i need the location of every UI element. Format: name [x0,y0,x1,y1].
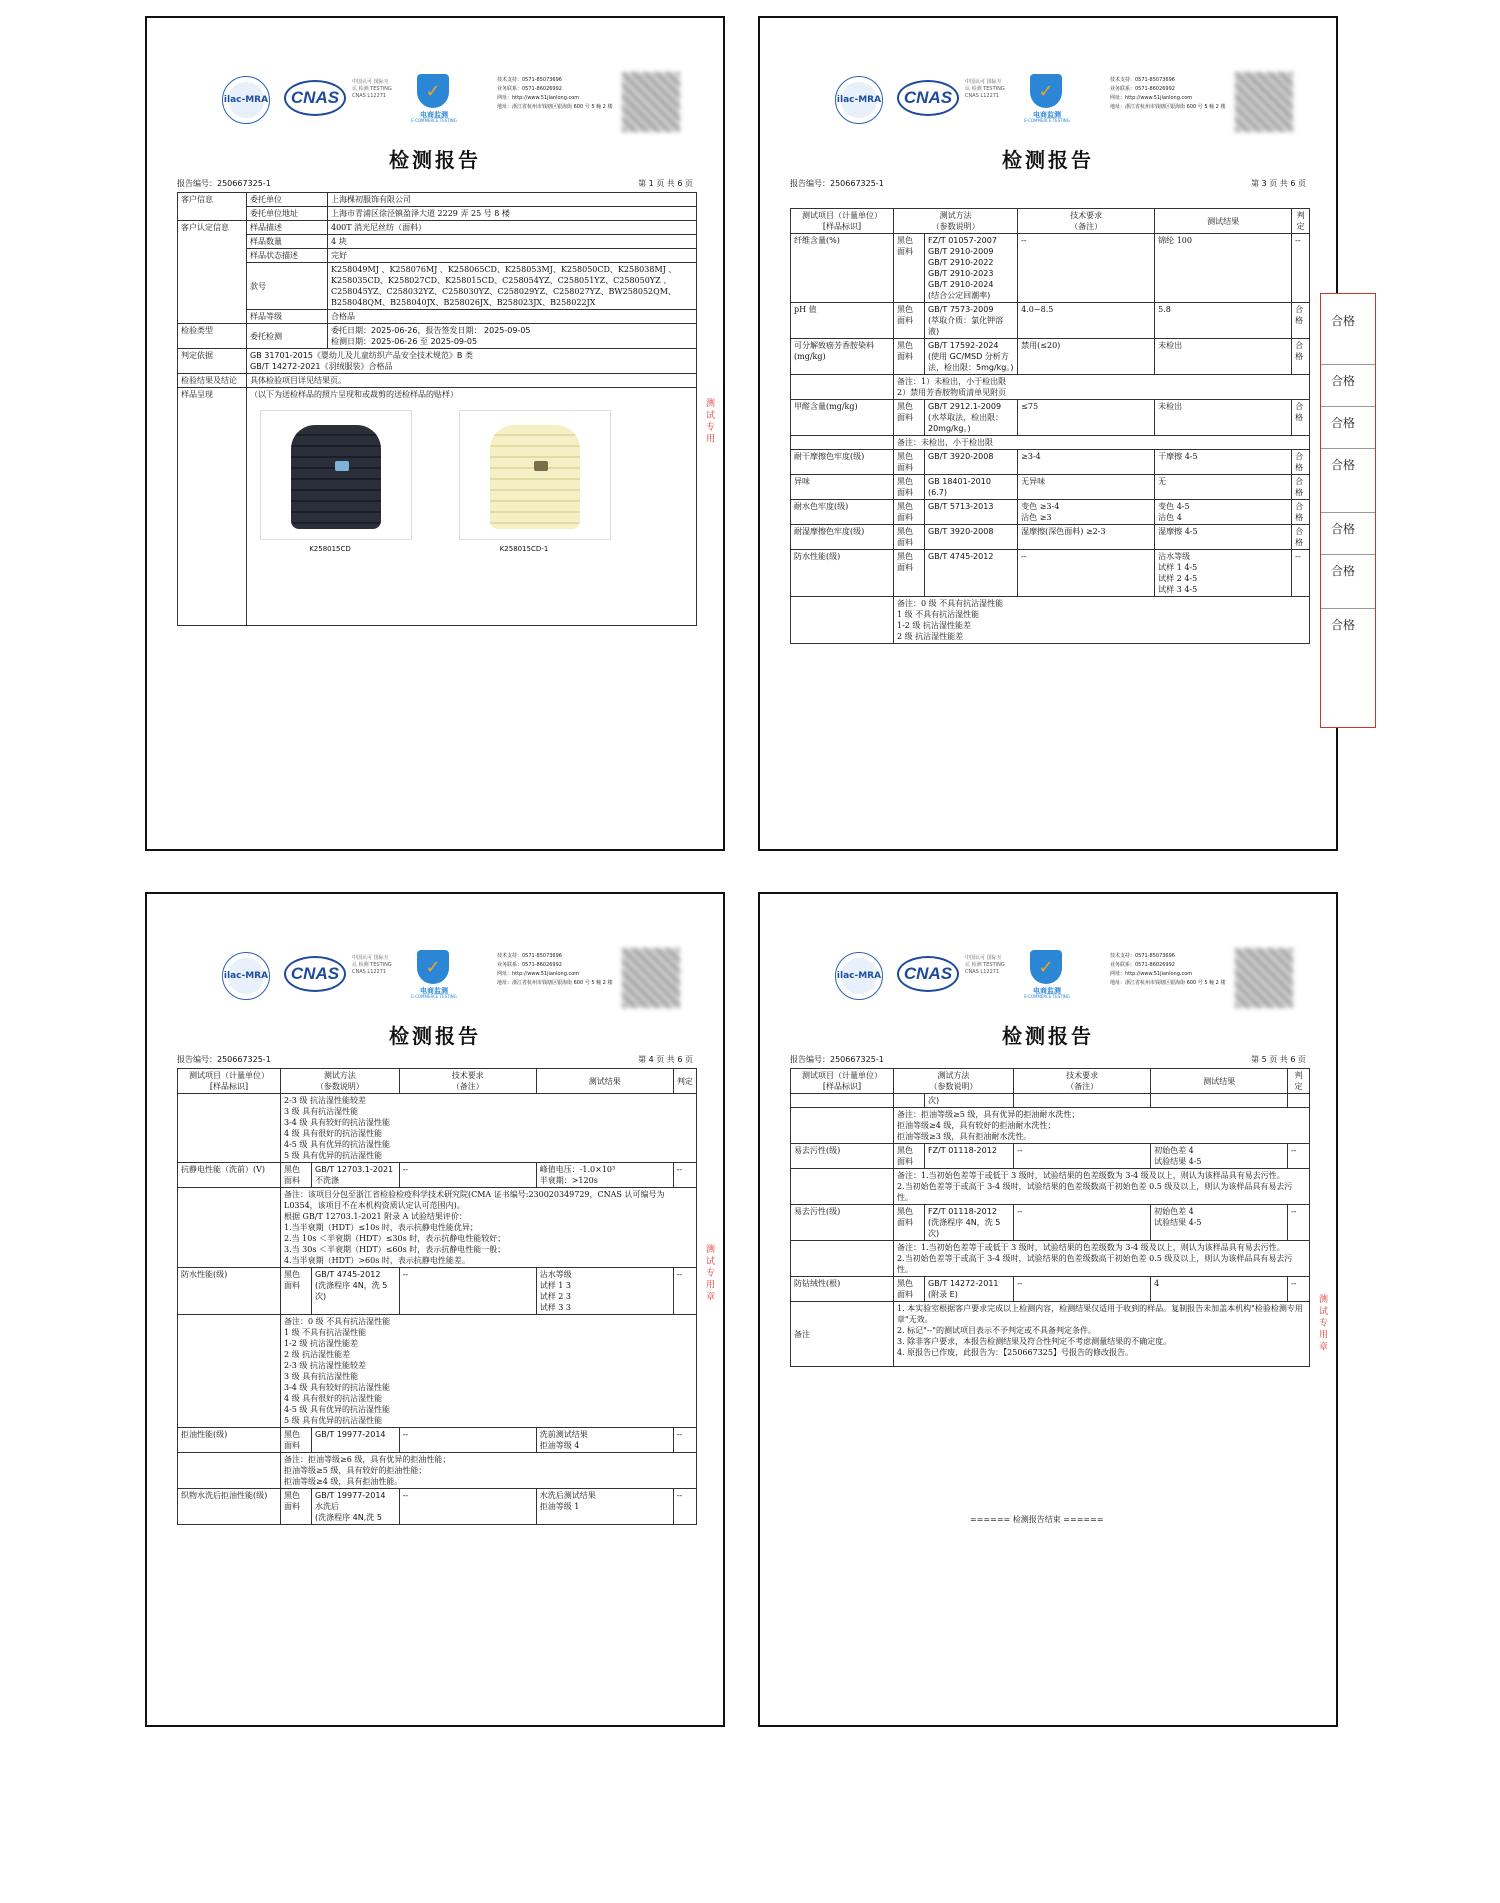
report-page-4 [758,892,1338,1727]
result: 锦纶 100 [1155,234,1292,303]
note-text: 备注：0 级 不具有抗沾湿性能 1 级 不具有抗沾湿性能 1-2 级 抗沾湿性能差 2 级 抗沾湿性能差 [894,597,1310,644]
method: GB/T 19977-2014 [312,1428,400,1453]
ec-testing-name: 电商监测 [420,111,448,119]
page-label: 第 5 页 共 6 页 [1251,1055,1306,1064]
method: 次) [925,1094,1014,1108]
label-cell: 样品等级 [247,310,328,324]
sample-id: 黑色 面料 [894,500,925,525]
result: 初始色差 4 试验结果 4-5 [1151,1144,1288,1169]
result-row [791,450,1310,475]
sample-id: 黑色 面料 [894,234,925,303]
method: GB/T 17592-2024 (使用 GC/MSD 分析方法，检出限：5mg/kg。) [925,339,1018,375]
blank-cell [791,375,894,400]
method: FZ/T 01118-2012 [925,1144,1014,1169]
col-header: 技术要求 （备注） [1018,209,1155,234]
method: GB 18401-2010 (6.7) [925,475,1018,500]
side-divider [1321,512,1375,513]
verdict: -- [673,1163,696,1188]
result: 湿摩擦 4-5 [1155,525,1292,550]
result-row [791,1277,1310,1302]
value-cell: 上海市青浦区徐泾镇盈泽大道 2229 弄 25 号 8 楼 [328,207,697,221]
report-number: 报告编号：250667325-1 [177,1055,271,1064]
report-page-2 [758,16,1338,851]
photo-caption: K258015CD [309,545,351,553]
blank-cell [791,1169,894,1205]
report-title: 检测报告 [389,1024,481,1048]
result-row [178,1163,697,1188]
shield-check-icon: ✓ [417,74,449,108]
blank-cell [178,1315,281,1428]
qr-code [622,948,680,1008]
verdict: -- [1288,1205,1310,1241]
method: GB/T 5713-2013 [925,500,1018,525]
side-verdict: 合格 [1331,618,1356,632]
contact-line: 业务联系：0571-86026992 [1110,86,1175,92]
verdict: -- [673,1268,696,1315]
result: 洗前测试结果 拒油等级 4 [536,1428,673,1453]
verdict [1288,1094,1310,1108]
seal-stamp: 测 试 专 用 章 [1317,1294,1327,1351]
basis-values [247,349,697,374]
contact-line: 地址：浙江省杭州市钱塘区银海街 600 号 5 幢 2 楼 [497,980,613,986]
requirement: 4.0~8.5 [1018,303,1155,339]
sample-id: 黑色 面料 [894,525,925,550]
cnas-note: 中国认可 国际互认 检测 TESTING CNAS L12271 [965,79,1005,99]
value-cell: 委托检测 [247,324,328,349]
blank-cell [791,1108,894,1144]
value-cell: 400T 消光尼丝纺（面料） [328,221,697,235]
result-row [791,234,1310,303]
requirement: -- [399,1268,536,1315]
style-list: K258049MJ 、K258076MJ 、K258065CD、K258053MJ、K258050CD、K258038MJ 、K258035CD、K258027CD、K258015CD、C258054YZ、C258051YZ、C258050YZ 、C258045YZ、C258032YZ、C258030YZ、C258029YZ、C258027YZ、BW258052QM、B258048QM、B258040JX、B258026JX、B258023JX、B258022JX [328,263,697,310]
report-header [760,930,1336,1020]
method: GB/T 12703.1-2021 不洗涤 [312,1163,400,1188]
note-row [791,597,1310,644]
note-row [178,1188,697,1268]
shield-check-icon: ✓ [1030,950,1062,984]
note-text: 备注：未检出，小于检出限 [894,436,1310,450]
result-row [791,339,1310,375]
side-verdict: 合格 [1331,314,1356,328]
sample-id: 黑色 面料 [894,1205,925,1241]
result: 无 [1155,475,1292,500]
label-cell: 样品数量 [247,235,328,249]
contact-line: 技术支持：0571-85073696 [1110,953,1175,959]
contact-line: 网址：http://www.51jianlong.com [497,971,580,977]
requirement: 禁用(≤20) [1018,339,1155,375]
result: 5.8 [1155,303,1292,339]
contact-line: 技术支持：0571-85073696 [497,953,562,959]
requirement: 湿摩擦(深色面料) ≥2-3 [1018,525,1155,550]
note-text: 备注：拒油等级≥5 级，具有优异的拒油耐水洗性； 拒油等级≥4 级，具有较好的拒油耐水洗性； 拒油等级≥3 级，具有拒油耐水洗性。 [894,1108,1310,1144]
side-verdict: 合格 [1331,374,1356,388]
item-name: 拒油性能(级) [178,1428,281,1453]
note-text: 2-3 级 抗沾湿性能较差 3 级 具有抗沾湿性能 3-4 级 具有较好的抗沾湿性能 4 级 具有很好的抗沾湿性能 4-5 级 具有优异的抗沾湿性能 5 级 具有优异的抗沾湿性能 [281,1094,697,1163]
result-row [791,1144,1310,1169]
report-number: 报告编号：250667325-1 [790,179,884,188]
method: GB/T 4745-2012 [925,550,1018,597]
blank-cell [178,1094,281,1163]
blank-cell [791,597,894,644]
result: 沾水等级 试样 1 3 试样 2 3 试样 3 3 [536,1268,673,1315]
report-meta [177,1054,693,1066]
contact-block [497,952,617,988]
results-body [791,234,1310,644]
result: 干摩擦 4-5 [1155,450,1292,475]
note-row [178,1315,697,1428]
value-cell: 完好 [328,249,697,263]
sample-id: 黑色 面料 [894,550,925,597]
verdict: 合格 [1292,400,1310,436]
verdict: 合格 [1292,450,1310,475]
sample-id: 黑色 面料 [894,339,925,375]
item-name: 纤维含量(%) [791,234,894,303]
contact-line: 地址：浙江省杭州市钱塘区银海街 600 号 5 幢 2 楼 [1110,980,1226,986]
requirement: -- [1018,234,1155,303]
label-cell: 委托单位 [247,193,328,207]
requirement: -- [399,1163,536,1188]
ilac-mra-logo: ilac-MRA [222,76,270,124]
result: 峰值电压：-1.0×10³ 半衰期：>120s [536,1163,673,1188]
col-header: 测试方法 （参数说明） [894,209,1018,234]
label-cell: 样品描述 [247,221,328,235]
contact-line: 网址：http://www.51jianlong.com [1110,95,1193,101]
item-name: pH 值 [791,303,894,339]
col-header: 技术要求 （备注） [1014,1069,1151,1094]
item-name: 异味 [791,475,894,500]
report-page-3 [145,892,725,1727]
ec-testing-en: E-COMMERCE TESTING [1024,118,1070,123]
info-table [177,192,697,626]
note-row [791,436,1310,450]
method: FZ/T 01057-2007 GB/T 2910-2009 GB/T 2910-2022 GB/T 2910-2023 GB/T 2910-2024 (结合公定回潮率) [925,234,1018,303]
page-label: 第 3 页 共 6 页 [1251,179,1306,188]
item-name: 耐水色牢度(级) [791,500,894,525]
col-header: 测试结果 [1155,209,1292,234]
note-text: 备注：拒油等级≥6 级，具有优异的拒油性能； 拒油等级≥5 级，具有较好的拒油性能； 拒油等级≥4 级，具有拒油性能。 [281,1453,697,1489]
sample-cell: 样品呈现 [178,388,247,626]
results-table [790,208,1310,644]
seal-stamp: 测 试 专 用 章 [704,1244,714,1301]
requirement: 变色 ≥3-4 沾色 ≥3 [1018,500,1155,525]
col-header: 测试结果 [536,1069,673,1094]
col-header: 测试方法 （参数说明） [281,1069,400,1094]
ec-testing-en: E-COMMERCE TESTING [411,118,457,123]
ec-testing-en: E-COMMERCE TESTING [1024,994,1070,999]
col-header: 测试项目（计量单位） [样品标识] [791,1069,894,1094]
report-page-1 [145,16,725,851]
col-header: 判定 [673,1069,696,1094]
contact-block [1110,952,1230,988]
requirement: 无异味 [1018,475,1155,500]
cnas-note: 中国认可 国际互认 检测 TESTING CNAS L12271 [352,955,392,975]
sample-note: （以下为送检样品的照片呈现和或裁剪的送检样品的贴样） [250,390,458,399]
note-text: 备注：该项目分包至浙江省检验检疫科学技术研究院(CMA 证书编号:230020349729，CNAS 认可编号为 L0354，该项目不在本机构资质认定认可范围内)。 根据 GB/T 12703.1-2021 附录 A 试验结果评价： 1.当半衰期（HDT）≤10s 时，表示抗静电性能优异； 2.当 10s ＜半衰期（HDT）≤30s 时，表示抗静电性能较好； 3.当 30s ＜半衰期（HDT）≤60s 时，表示抗静电性能一般； 4.当半衰期（HDT）>60s 时，表示抗静电性能差。 [281,1188,697,1268]
item-name: 抗静电性能（洗前）(V) [178,1163,281,1188]
note-row [791,375,1310,400]
qr-code [622,72,680,132]
ec-testing-name: 电商监测 [1033,987,1061,995]
method: GB/T 19977-2014 水洗后 (洗涤程序 4N,洗 5 [312,1489,400,1525]
claim-info-cell: 客户认定信息 [178,221,247,324]
verdict: 合格 [1292,303,1310,339]
date-cell [328,324,697,349]
contact-line: 技术支持：0571-85073696 [1110,77,1175,83]
remark-label: 备注 [791,1302,894,1367]
result-cell: 检验结果及结论 [178,374,247,388]
contact-line: 业务联系：0571-86026992 [1110,962,1175,968]
col-header: 测试方法 （参数说明） [894,1069,1014,1094]
sample-id: 黑色 面料 [894,303,925,339]
verdict: -- [673,1428,696,1453]
value-cell: 上海棵初服饰有限公司 [328,193,697,207]
method: GB/T 3920-2008 [925,450,1018,475]
ec-testing-name: 电商监测 [1033,111,1061,119]
report-title: 检测报告 [1002,148,1094,172]
label-cell: 款号 [247,263,328,310]
sample-id: 黑色 面料 [894,475,925,500]
results-body [791,1094,1310,1302]
label-cell: 样品状态描述 [247,249,328,263]
method: FZ/T 01118-2012 (洗涤程序 4N，洗 5 次) [925,1205,1014,1241]
requirement: -- [399,1489,536,1525]
sample-id: 黑色 面料 [281,1489,312,1525]
result-row [791,1205,1310,1241]
cnas-note: 中国认可 国际互认 检测 TESTING CNAS L12271 [965,955,1005,975]
side-verdict: 合格 [1331,522,1356,536]
method: GB/T 2912.1-2009 (水萃取法，检出限：20mg/kg。) [925,400,1018,436]
page-label: 第 1 页 共 6 页 [638,179,693,188]
note-text: 备注：1）未检出，小于检出限 2）禁用芳香胺物质清单见附页 [894,375,1310,400]
value-cell: 具体检验项目详见结果页。 [247,374,697,388]
report-header [147,54,723,144]
verdict-side-box [1320,293,1376,728]
result-row [791,475,1310,500]
side-divider [1321,406,1375,407]
note-row [178,1453,697,1489]
item-name: 甲醛含量(mg/kg) [791,400,894,436]
dates-line: 委托日期：2025-06-26，报告签发日期： 2025-09-05 [331,326,531,335]
contact-line: 业务联系：0571-86026992 [497,86,562,92]
item-name: 可分解致癌芳香胺染料(mg/kg) [791,339,894,375]
shield-check-icon: ✓ [1030,74,1062,108]
sample-id: 黑色 面料 [894,1144,925,1169]
verdict: -- [1292,550,1310,597]
sample-id [894,1094,925,1108]
report-end: ====== 检测报告结束 ====== [970,1515,1104,1524]
dates-line: 检测日期：2025-06-26 至 2025-09-05 [331,337,478,346]
result-row [178,1489,697,1525]
note-text: 备注：1.当初始色差等于或低于 3 级时，试验结果的色差级数为 3-4 级及以上，则认为该样品具有易去污性。 2.当初始色差等于或高于 3-4 级时，试验结果的色差级数高于初始色差 0.5 级及以上，则认为该样品具有易去污性。 [894,1169,1310,1205]
verdict: 合格 [1292,525,1310,550]
value-cell: 合格品 [328,310,697,324]
seal-stamp: 测 试 专 用 [704,398,714,443]
contact-line: 地址：浙江省杭州市钱塘区银海街 600 号 5 幢 2 楼 [497,104,613,110]
results-body [178,1094,697,1525]
method: GB/T 3920-2008 [925,525,1018,550]
result-row [791,303,1310,339]
basis-line: GB/T 14272-2021《羽绒服装》合格品 [250,362,393,371]
blank-cell [178,1188,281,1268]
report-number: 报告编号：250667325-1 [177,179,271,188]
item-name: 防水性能(级) [791,550,894,597]
report-header [147,930,723,1020]
verdict: -- [1288,1277,1310,1302]
verdict: 合格 [1292,339,1310,375]
ec-testing-en: E-COMMERCE TESTING [411,994,457,999]
method: GB/T 7573-2009 (萃取介质：氯化钾溶液) [925,303,1018,339]
contact-line: 技术支持：0571-85073696 [497,77,562,83]
sample-photo-light [459,410,611,540]
qr-code [1235,72,1293,132]
item-name: 防水性能(级) [178,1268,281,1315]
verdict: 合格 [1292,475,1310,500]
side-verdict: 合格 [1331,564,1356,578]
blank-cell [178,1453,281,1489]
col-header: 测试项目（计量单位） [样品标识] [178,1069,281,1094]
report-title: 检测报告 [1002,1024,1094,1048]
col-header: 测试结果 [1151,1069,1288,1094]
verdict: -- [1292,234,1310,303]
item-name: 耐干摩擦色牢度(级) [791,450,894,475]
contact-block [1110,76,1230,112]
contact-block [497,76,617,112]
basis-line: GB 31701-2015《婴幼儿及儿童纺织产品安全技术规范》B 类 [250,351,473,360]
result-row [178,1428,697,1453]
result: 沾水等级 试样 1 4-5 试样 2 4-5 试样 3 4-5 [1155,550,1292,597]
side-divider [1321,554,1375,555]
sample-id: 黑色 面料 [894,450,925,475]
sample-id: 黑色 面料 [281,1428,312,1453]
requirement: -- [1014,1205,1151,1241]
ilac-mra-logo: ilac-MRA [835,952,883,1000]
note-row [791,1169,1310,1205]
requirement: -- [399,1428,536,1453]
result: 水洗后测试结果 拒油等级 1 [536,1489,673,1525]
contact-line: 地址：浙江省杭州市钱塘区银海街 600 号 5 幢 2 楼 [1110,104,1226,110]
requirement: -- [1018,550,1155,597]
requirement [1014,1094,1151,1108]
side-divider [1321,608,1375,609]
result: 未检出 [1155,339,1292,375]
label-cell: 委托单位地址 [247,207,328,221]
ec-testing-name: 电商监测 [420,987,448,995]
requirement: ≥3-4 [1018,450,1155,475]
note-text: 备注：0 级 不具有抗沾湿性能 1 级 不具有抗沾湿性能 1-2 级 抗沾湿性能差 2 级 抗沾湿性能差 2-3 级 抗沾湿性能较差 3 级 具有抗沾湿性能 3-4 级 具有较好的抗沾湿性能 4 级 具有很好的抗沾湿性能 4-5 级 具有优异的抗沾湿性能 5 级 具有优异的抗沾湿性能 [281,1315,697,1428]
result: 未检出 [1155,400,1292,436]
side-divider [1321,448,1375,449]
note-row [791,1108,1310,1144]
sample-id: 黑色 面料 [281,1268,312,1315]
item-name: 防钻绒性(根) [791,1277,894,1302]
contact-line: 网址：http://www.51jianlong.com [497,95,580,101]
result: 变色 4-5 沾色 4 [1155,500,1292,525]
item-name: 耐湿摩擦色牢度(级) [791,525,894,550]
col-header: 判定 [1288,1069,1310,1094]
photo-caption: K258015CD-1 [499,545,549,553]
col-header: 判定 [1292,209,1310,234]
report-header [760,54,1336,144]
item-name: 织物水洗后拒油性能(级) [178,1489,281,1525]
result-row [791,400,1310,436]
sample-id: 黑色 面料 [894,400,925,436]
method: GB/T 14272-2011 (附录 E) [925,1277,1014,1302]
result-row [791,500,1310,525]
cnas-logo: CNAS [284,80,346,116]
requirement: -- [1014,1144,1151,1169]
item-name: 易去污性(级) [791,1144,894,1169]
shield-check-icon: ✓ [417,950,449,984]
item-name [791,1094,894,1108]
report-meta [177,178,693,190]
item-name: 易去污性(级) [791,1205,894,1241]
results-table [790,1068,1310,1367]
side-verdict: 合格 [1331,458,1356,472]
page-label: 第 4 页 共 6 页 [638,1055,693,1064]
ilac-mra-logo: ilac-MRA [835,76,883,124]
result [1151,1094,1288,1108]
result-row [791,550,1310,597]
report-number: 报告编号：250667325-1 [790,1055,884,1064]
contact-line: 网址：http://www.51jianlong.com [1110,971,1193,977]
result-row [791,525,1310,550]
sample-photos [247,388,697,626]
test-type-cell: 检验类型 [178,324,247,349]
blank-cell [791,1241,894,1277]
note-row [791,1241,1310,1277]
results-table [177,1068,697,1525]
value-cell: 4 块 [328,235,697,249]
report-meta [790,1054,1306,1066]
sample-id: 黑色 面料 [281,1163,312,1188]
side-divider [1321,364,1375,365]
cnas-note: 中国认可 国际互认 检测 TESTING CNAS L12271 [352,79,392,99]
qr-code [1235,948,1293,1008]
note-text: 备注：1.当初始色差等于或低于 3 级时，试验结果的色差级数为 3-4 级及以上，则认为该样品具有易去污性。 2.当初始色差等于或高于 3-4 级时，试验结果的色差级数高于初始色差 0.5 级及以上，则认为该样品具有易去污性。 [894,1241,1310,1277]
sample-photo-dark [260,410,412,540]
blank-cell [791,436,894,450]
basis-cell: 判定依据 [178,349,247,374]
side-verdict: 合格 [1331,416,1356,430]
verdict: -- [673,1489,696,1525]
cnas-logo: CNAS [897,80,959,116]
note-row [178,1094,697,1163]
result-row [178,1268,697,1315]
requirement: -- [1014,1277,1151,1302]
client-info-cell: 客户信息 [178,193,247,221]
report-title: 检测报告 [389,148,481,172]
result: 4 [1151,1277,1288,1302]
method: GB/T 4745-2012 (洗涤程序 4N，洗 5 次) [312,1268,400,1315]
ilac-mra-logo: ilac-MRA [222,952,270,1000]
report-meta [790,178,1306,190]
requirement: ≤75 [1018,400,1155,436]
result-row [791,1094,1310,1108]
sample-id: 黑色 面料 [894,1277,925,1302]
result: 初始色差 4 试验结果 4-5 [1151,1205,1288,1241]
verdict: 合格 [1292,500,1310,525]
cnas-logo: CNAS [897,956,959,992]
remark-text: 1. 本实验室根据客户要求完成以上检测内容，检测结果仅适用于收到的样品。复制报告未加盖本机构"检验检测专用章"无效。 2. 标记"--"的测试项目表示不予判定或不具备判定条件。 3. 除非客户要求，本报告检测结果及符合性判定不考虑测量结果的不确定度。 4. 原报告已作废，此报告为：【250667325】号报告的修改报告。 [894,1302,1310,1367]
cnas-logo: CNAS [284,956,346,992]
col-header: 技术要求 （备注） [399,1069,536,1094]
verdict: -- [1288,1144,1310,1169]
col-header: 测试项目（计量单位） [样品标识] [791,209,894,234]
contact-line: 业务联系：0571-86026992 [497,962,562,968]
